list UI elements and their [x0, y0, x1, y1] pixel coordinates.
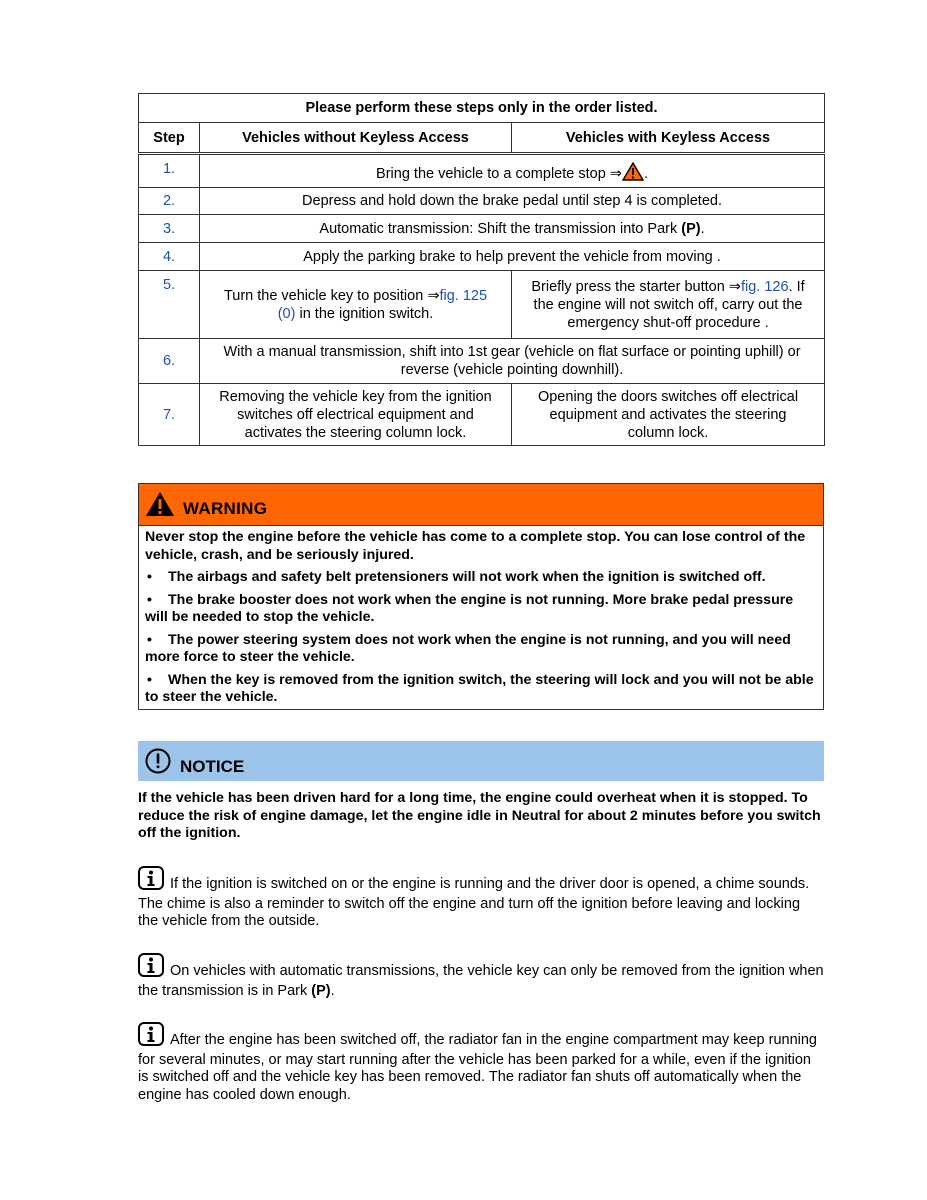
park-label: (P): [311, 982, 331, 999]
step-number: 5.: [139, 271, 200, 339]
notice-text: If the vehicle has been driven hard for a long time, the engine could overheat when it is stopped. To reduce the risk of engine damage, let the engine idle in Neutral for about 2 minutes before you switch off the ignition.: [138, 790, 821, 841]
warning-body: [139, 526, 823, 707]
info-paragraph: [138, 1022, 824, 1104]
table-row: [139, 188, 825, 215]
table-caption-row: [139, 94, 825, 123]
info-paragraph: [138, 866, 824, 931]
list-item: • The power steering system does not work when the engine is not running, and you will need more force to steer the vehicle.: [145, 631, 791, 665]
table-row: [139, 215, 825, 243]
header-without-keyless: Vehicles without Keyless Access: [200, 123, 512, 154]
info-text-end: .: [330, 982, 335, 999]
warning-box: [138, 483, 824, 710]
list-item: • The brake booster does not work when the engine is not running. More brake pedal pressure will be needed to stop the vehicle.: [145, 591, 794, 625]
step-number: 7.: [139, 384, 200, 446]
list-item: • When the key is removed from the ignition switch, the steering will lock and you will not be able to steer the vehicle.: [145, 671, 814, 705]
warning-header: [139, 484, 823, 526]
table-row: [139, 154, 825, 188]
info-text: If the ignition is switched on or the engine is running and the driver door is opened, a chime sounds. The chime is also a reminder to switch off the engine and turn off the ignition before leaving and locking the vehicle from the outside.: [138, 876, 810, 929]
step-number: 6.: [139, 339, 200, 384]
step-text: Apply the parking brake to help prevent the vehicle from moving .: [200, 243, 825, 271]
warning-triangle-icon[interactable]: [622, 162, 644, 186]
info-text: On vehicles with automatic transmissions, the vehicle key can only be removed from the ignition when the transmission is in Park: [138, 963, 824, 999]
step-text-end: .: [643, 165, 648, 182]
step-text-end: . If the engine will not switch off, carry out the emergency shut-off procedure .: [533, 278, 805, 331]
header-step: Step: [139, 123, 200, 154]
step-text-main: Automatic transmission: Shift the transmission into Park: [319, 220, 682, 237]
step-text-main: Bring the vehicle to a complete stop ⇒: [376, 165, 622, 182]
step-number: 1.: [139, 154, 200, 188]
table-row: [139, 384, 825, 446]
table-row: [139, 243, 825, 271]
step-text-end: .: [700, 220, 705, 237]
info-text: After the engine has been switched off, the radiator fan in the engine compartment may keep running for several minutes, or may start running after the vehicle has been parked for a while, even if the ignition is switched off and the vehicle key has been removed. The radiator fan shuts off automatically when the engine has cooled down enough.: [138, 1032, 817, 1103]
table-row: [139, 339, 825, 384]
table-caption: Please perform these steps only in the order listed.: [139, 94, 825, 123]
step-text-with-keyless: [512, 271, 825, 339]
exclamation-circle-icon: [144, 747, 172, 779]
step-text: [200, 215, 825, 243]
fig-125-link[interactable]: fig. 125 (0): [277, 287, 488, 322]
fig-126-link[interactable]: fig. 126: [740, 278, 789, 295]
step-text: [200, 154, 825, 188]
step-text-with-keyless: Opening the doors switches off electrical equipment and activates the steering column lock.: [512, 384, 825, 446]
notice-title: NOTICE: [180, 757, 245, 776]
steps-table: [138, 93, 825, 446]
header-with-keyless: Vehicles with Keyless Access: [512, 123, 825, 154]
warning-triangle-icon: [145, 491, 175, 521]
list-item: • The airbags and safety belt pretensioners will not work when the ignition is switched off.: [147, 569, 766, 585]
step-text: With a manual transmission, shift into 1st gear (vehicle on flat surface or pointing uphill) or reverse (vehicle pointing downhill).: [200, 339, 825, 384]
info-icon: [138, 1022, 164, 1052]
step-number: 4.: [139, 243, 200, 271]
step-number: 2.: [139, 188, 200, 215]
park-label: (P): [681, 220, 701, 237]
table-row: [139, 271, 825, 339]
warning-intro: Never stop the engine before the vehicle has come to a complete stop. You can lose control of the vehicle, crash, and be seriously injured.: [145, 529, 806, 563]
table-header-row: [139, 123, 825, 154]
step-number: 3.: [139, 215, 200, 243]
info-icon: [138, 953, 164, 983]
step-text-without-keyless: Removing the vehicle key from the ignition switches off electrical equipment and activates the steering column lock.: [200, 384, 512, 446]
step-text-end: in the ignition switch.: [295, 305, 434, 322]
info-paragraph: [138, 953, 824, 1000]
step-text-main: Turn the vehicle key to position ⇒: [223, 287, 440, 304]
info-icon: [138, 866, 164, 896]
warning-title: WARNING: [183, 499, 268, 518]
step-text: Depress and hold down the brake pedal until step 4 is completed.: [200, 188, 825, 215]
notice-header: [138, 741, 824, 781]
step-text-main: Briefly press the starter button ⇒: [531, 278, 741, 295]
step-text-without-keyless: [200, 271, 512, 339]
